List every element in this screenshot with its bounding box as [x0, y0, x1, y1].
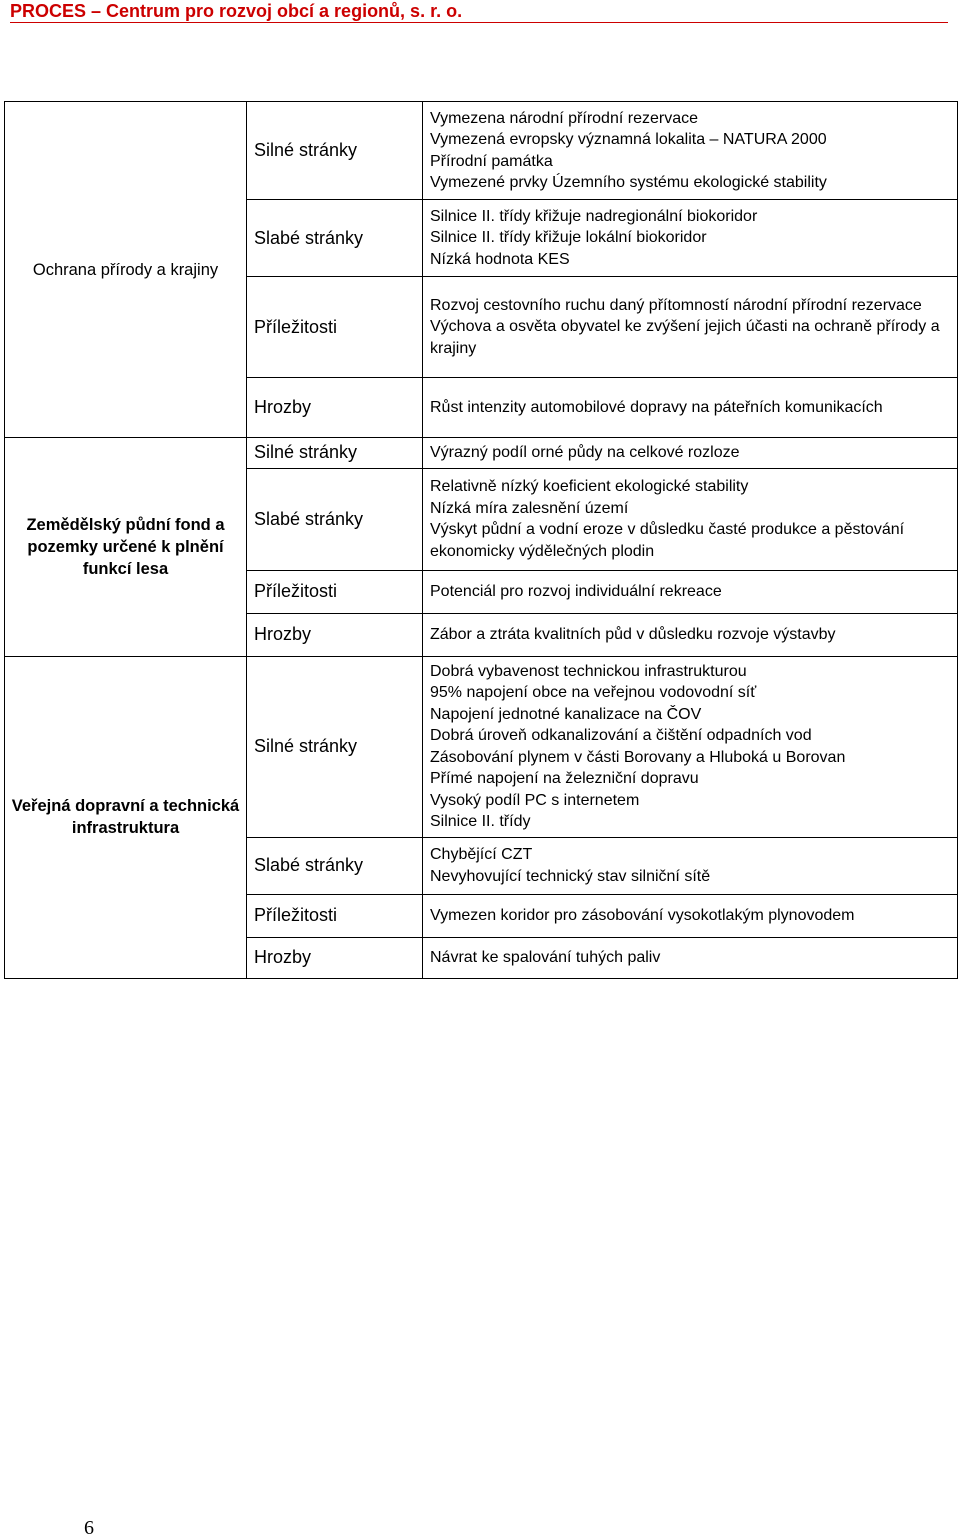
- list-item: Výskyt půdní a vodní eroze v důsledku časté produkce a pěstování ekonomicky výdělečných plodin: [430, 521, 905, 560]
- area-agricultural-land: Zemědělský půdní fond a pozemky určené k plnění funkcí lesa: [5, 438, 247, 657]
- list-item: Dobrá vybavenost technickou infrastrukturou: [430, 662, 747, 680]
- list-item: Vymezen koridor pro zásobování vysokotlakým plynovodem: [430, 906, 855, 924]
- category-opportunities: Příležitosti: [247, 570, 423, 613]
- list-item: Rozvoj cestovního ruchu daný přítomností národní přírodní rezervace: [430, 296, 922, 314]
- page-number: 6: [84, 1517, 94, 1539]
- list-item: Růst intenzity automobilové dopravy na páteřních komunikacích: [430, 398, 883, 416]
- content-cell: [423, 656, 958, 837]
- list-item: Silnice II. třídy: [430, 813, 531, 830]
- list-item: Přímé napojení na železniční dopravu: [430, 770, 699, 787]
- content-cell: [423, 438, 958, 469]
- list-item: Dobrá úroveň odkanalizování a čištění odpadních vod: [430, 727, 812, 744]
- content-cell: [423, 378, 958, 438]
- area-nature-protection: Ochrana přírody a krajiny: [5, 102, 247, 438]
- category-strengths: Silné stránky: [247, 438, 423, 469]
- content-cell: [423, 837, 958, 894]
- category-threats: Hrozby: [247, 378, 423, 438]
- list-item: Návrat ke spalování tuhých paliv: [430, 948, 661, 966]
- category-weaknesses: Slabé stránky: [247, 200, 423, 277]
- list-item: Výchova a osvěta obyvatel ke zvýšení jejich účasti na ochraně přírody a krajiny: [430, 318, 940, 357]
- content-cell: [423, 894, 958, 937]
- content-cell: [423, 613, 958, 656]
- page-header: PROCES – Centrum pro rozvoj obcí a regionů, s. r. o.: [10, 0, 948, 23]
- list-item: Zábor a ztráta kvalitních půd v důsledku rozvoje výstavby: [430, 625, 836, 643]
- list-item: Nízká hodnota KES: [430, 250, 570, 268]
- category-strengths: Silné stránky: [247, 656, 423, 837]
- category-threats: Hrozby: [247, 613, 423, 656]
- list-item: Výrazný podíl orné půdy na celkové rozloze: [430, 444, 740, 461]
- list-item: Vymezená evropsky významná lokalita – NATURA 2000: [430, 131, 827, 148]
- list-item: Vysoký podíl PC s internetem: [430, 791, 640, 809]
- content-cell: [423, 468, 958, 570]
- category-weaknesses: Slabé stránky: [247, 837, 423, 894]
- category-strengths: Silné stránky: [247, 102, 423, 200]
- category-opportunities: Příležitosti: [247, 894, 423, 937]
- content-cell: [423, 277, 958, 378]
- category-weaknesses: Slabé stránky: [247, 468, 423, 570]
- list-item: Potenciál pro rozvoj individuální rekreace: [430, 582, 722, 600]
- content-cell: [423, 200, 958, 277]
- list-item: Nevyhovující technický stav silniční sítě: [430, 867, 711, 885]
- list-item: Napojení jednotné kanalizace na ČOV: [430, 705, 702, 723]
- list-item: Přírodní památka: [430, 152, 553, 170]
- list-item: Chybějící CZT: [430, 846, 533, 863]
- swot-table: [4, 101, 958, 979]
- content-cell: [423, 937, 958, 978]
- content-cell: [423, 102, 958, 200]
- list-item: Nízká míra zalesnění území: [430, 499, 629, 517]
- list-item: Relativně nízký koeficient ekologické stability: [430, 478, 749, 495]
- content-cell: [423, 570, 958, 613]
- table-row: [5, 656, 958, 837]
- table-row: [5, 438, 958, 469]
- category-threats: Hrozby: [247, 937, 423, 978]
- list-item: Silnice II. třídy křižuje lokální biokoridor: [430, 229, 707, 247]
- list-item: Silnice II. třídy křižuje nadregionální biokoridor: [430, 207, 758, 225]
- list-item: Vymezena národní přírodní rezervace: [430, 109, 698, 127]
- table-row: [5, 102, 958, 200]
- list-item: Zásobování plynem v části Borovany a Hluboká u Borovan: [430, 748, 846, 766]
- list-item: 95% napojení obce na veřejnou vodovodní síť: [430, 684, 757, 701]
- category-opportunities: Příležitosti: [247, 277, 423, 378]
- area-infrastructure: Veřejná dopravní a technická infrastruktura: [5, 656, 247, 978]
- list-item: Vymezené prvky Územního systému ekologické stability: [430, 174, 827, 191]
